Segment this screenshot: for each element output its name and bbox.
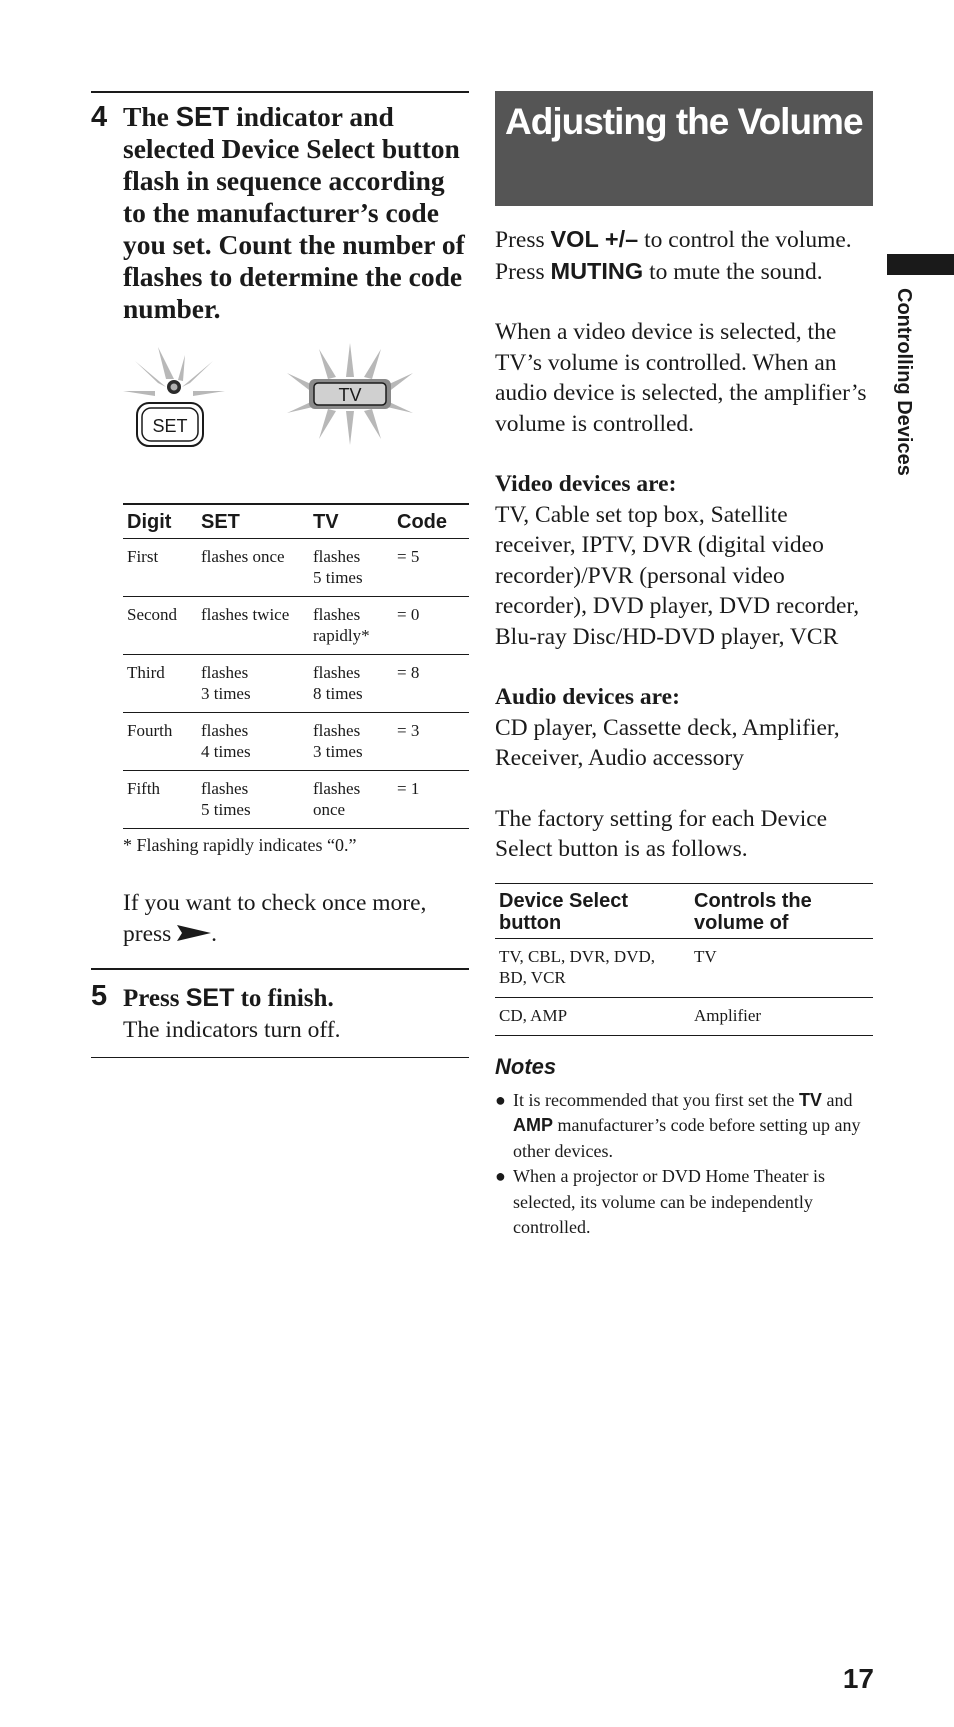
table-cell: flashes rapidly* <box>309 597 393 655</box>
amp-keyword: AMP <box>513 1115 553 1135</box>
notes-list <box>495 1088 873 1241</box>
table-cell: flashes once <box>197 539 309 597</box>
device-volume-explanation: When a video device is selected, the TV’s volume is controlled. When an audio device is selected, the amplifier’s volume is controlled. <box>495 319 867 437</box>
step-number: 4 <box>91 101 108 133</box>
step-5-title: Press SET to finish. <box>123 984 334 1012</box>
tv-keyword: TV <box>798 1089 822 1110</box>
step-5 <box>91 968 469 1058</box>
table-row <box>495 938 873 997</box>
set-button-label: SET <box>152 416 188 436</box>
table-cell: = 5 <box>393 539 469 597</box>
flash-code-table <box>123 503 469 829</box>
column-header: Controls the volume of <box>690 883 873 938</box>
step-number: 5 <box>91 980 108 1012</box>
list-item: ● It is recommended that you first set the TV and AMP manufacturer’s code before setting up any other devices. <box>495 1089 861 1161</box>
page-number: 17 <box>842 1663 874 1694</box>
table-cell: TV, CBL, DVR, DVD, BD, VCR <box>495 938 690 997</box>
video-devices-heading: Video devices are: <box>495 471 677 497</box>
table-cell: flashes twice <box>197 597 309 655</box>
table-row <box>123 713 469 771</box>
column-header: Digit <box>123 504 197 539</box>
table-cell: flashes 3 times <box>197 655 309 713</box>
table-cell: Third <box>123 655 197 713</box>
column-header: SET <box>197 504 309 539</box>
audio-devices-list: CD player, Cassette deck, Amplifier, Receiver, Audio accessory <box>495 714 840 771</box>
set-keyword: SET <box>175 101 230 132</box>
table-cell: Fourth <box>123 713 197 771</box>
table-cell: Amplifier <box>690 997 873 1035</box>
muting-keyword: MUTING <box>550 257 644 284</box>
left-column <box>91 91 469 1058</box>
audio-devices-heading: Audio devices are: <box>495 684 680 710</box>
column-header: Device Select button <box>495 883 690 938</box>
play-arrow-icon <box>177 923 211 943</box>
section-title-banner: Adjusting the Volume <box>495 91 873 206</box>
table-cell: = 0 <box>393 597 469 655</box>
volume-instructions: Press VOL +/– to control the volume. Press MUTING to mute the sound. <box>495 226 852 285</box>
table-cell: = 3 <box>393 713 469 771</box>
list-item: ● When a projector or DVD Home Theater is selected, its volume can be independently controlled. <box>495 1166 826 1237</box>
table-row <box>123 539 469 597</box>
table-cell: = 1 <box>393 771 469 829</box>
column-header: TV <box>309 504 393 539</box>
bullet-icon: ● <box>495 1089 506 1110</box>
table-cell: flashes 3 times <box>309 713 393 771</box>
table-cell: flashes 4 times <box>197 713 309 771</box>
section-side-label: Controlling Devices <box>893 288 915 476</box>
table-cell: Fifth <box>123 771 197 829</box>
table-cell: CD, AMP <box>495 997 690 1035</box>
table-header-row <box>123 504 469 539</box>
table-row <box>123 655 469 713</box>
video-devices-list: TV, Cable set top box, Satellite receiver, IPTV, DVR (digital video recorder)/PVR (personal video recorder), DVD player, DVD recorder, Blu-ray Disc/HD-DVD player, VCR <box>495 501 860 650</box>
right-column <box>495 91 873 1241</box>
table-cell: = 8 <box>393 655 469 713</box>
step-4 <box>91 91 469 325</box>
check-again-text: If you want to check once more, press . <box>123 890 427 947</box>
table-cell: TV <box>690 938 873 997</box>
table-cell: First <box>123 539 197 597</box>
table-row <box>123 771 469 829</box>
step-5-body: The indicators turn off. <box>123 1017 341 1043</box>
table-cell: flashes 5 times <box>197 771 309 829</box>
vol-keyword: VOL +/– <box>550 226 639 252</box>
bullet-icon: ● <box>495 1166 506 1186</box>
set-keyword: SET <box>185 984 235 1012</box>
table-row <box>495 997 873 1035</box>
tv-button-label: TV <box>338 385 362 405</box>
notes-heading: Notes <box>495 1053 557 1079</box>
device-volume-table <box>495 883 873 1036</box>
table-cell: flashes 8 times <box>309 655 393 713</box>
column-header: Code <box>393 504 469 539</box>
table-cell: flashes once <box>309 771 393 829</box>
table-cell: Second <box>123 597 197 655</box>
table-cell: flashes 5 times <box>309 539 393 597</box>
set-and-tv-illustration <box>123 343 423 483</box>
factory-setting-text: The factory setting for each Device Select button is as follows. <box>495 805 828 862</box>
step-4-instruction: The SET indicator and selected Device Select button flash in sequence according to the manufacturer’s code you set. Count the number of flashes to determine the code number. <box>123 101 465 324</box>
table-row <box>123 597 469 655</box>
table-footnote: * Flashing rapidly indicates “0.” <box>123 835 357 855</box>
table-header-row <box>495 883 873 938</box>
section-tab-marker <box>887 254 954 275</box>
flashing-indicators-illustration <box>123 343 469 503</box>
